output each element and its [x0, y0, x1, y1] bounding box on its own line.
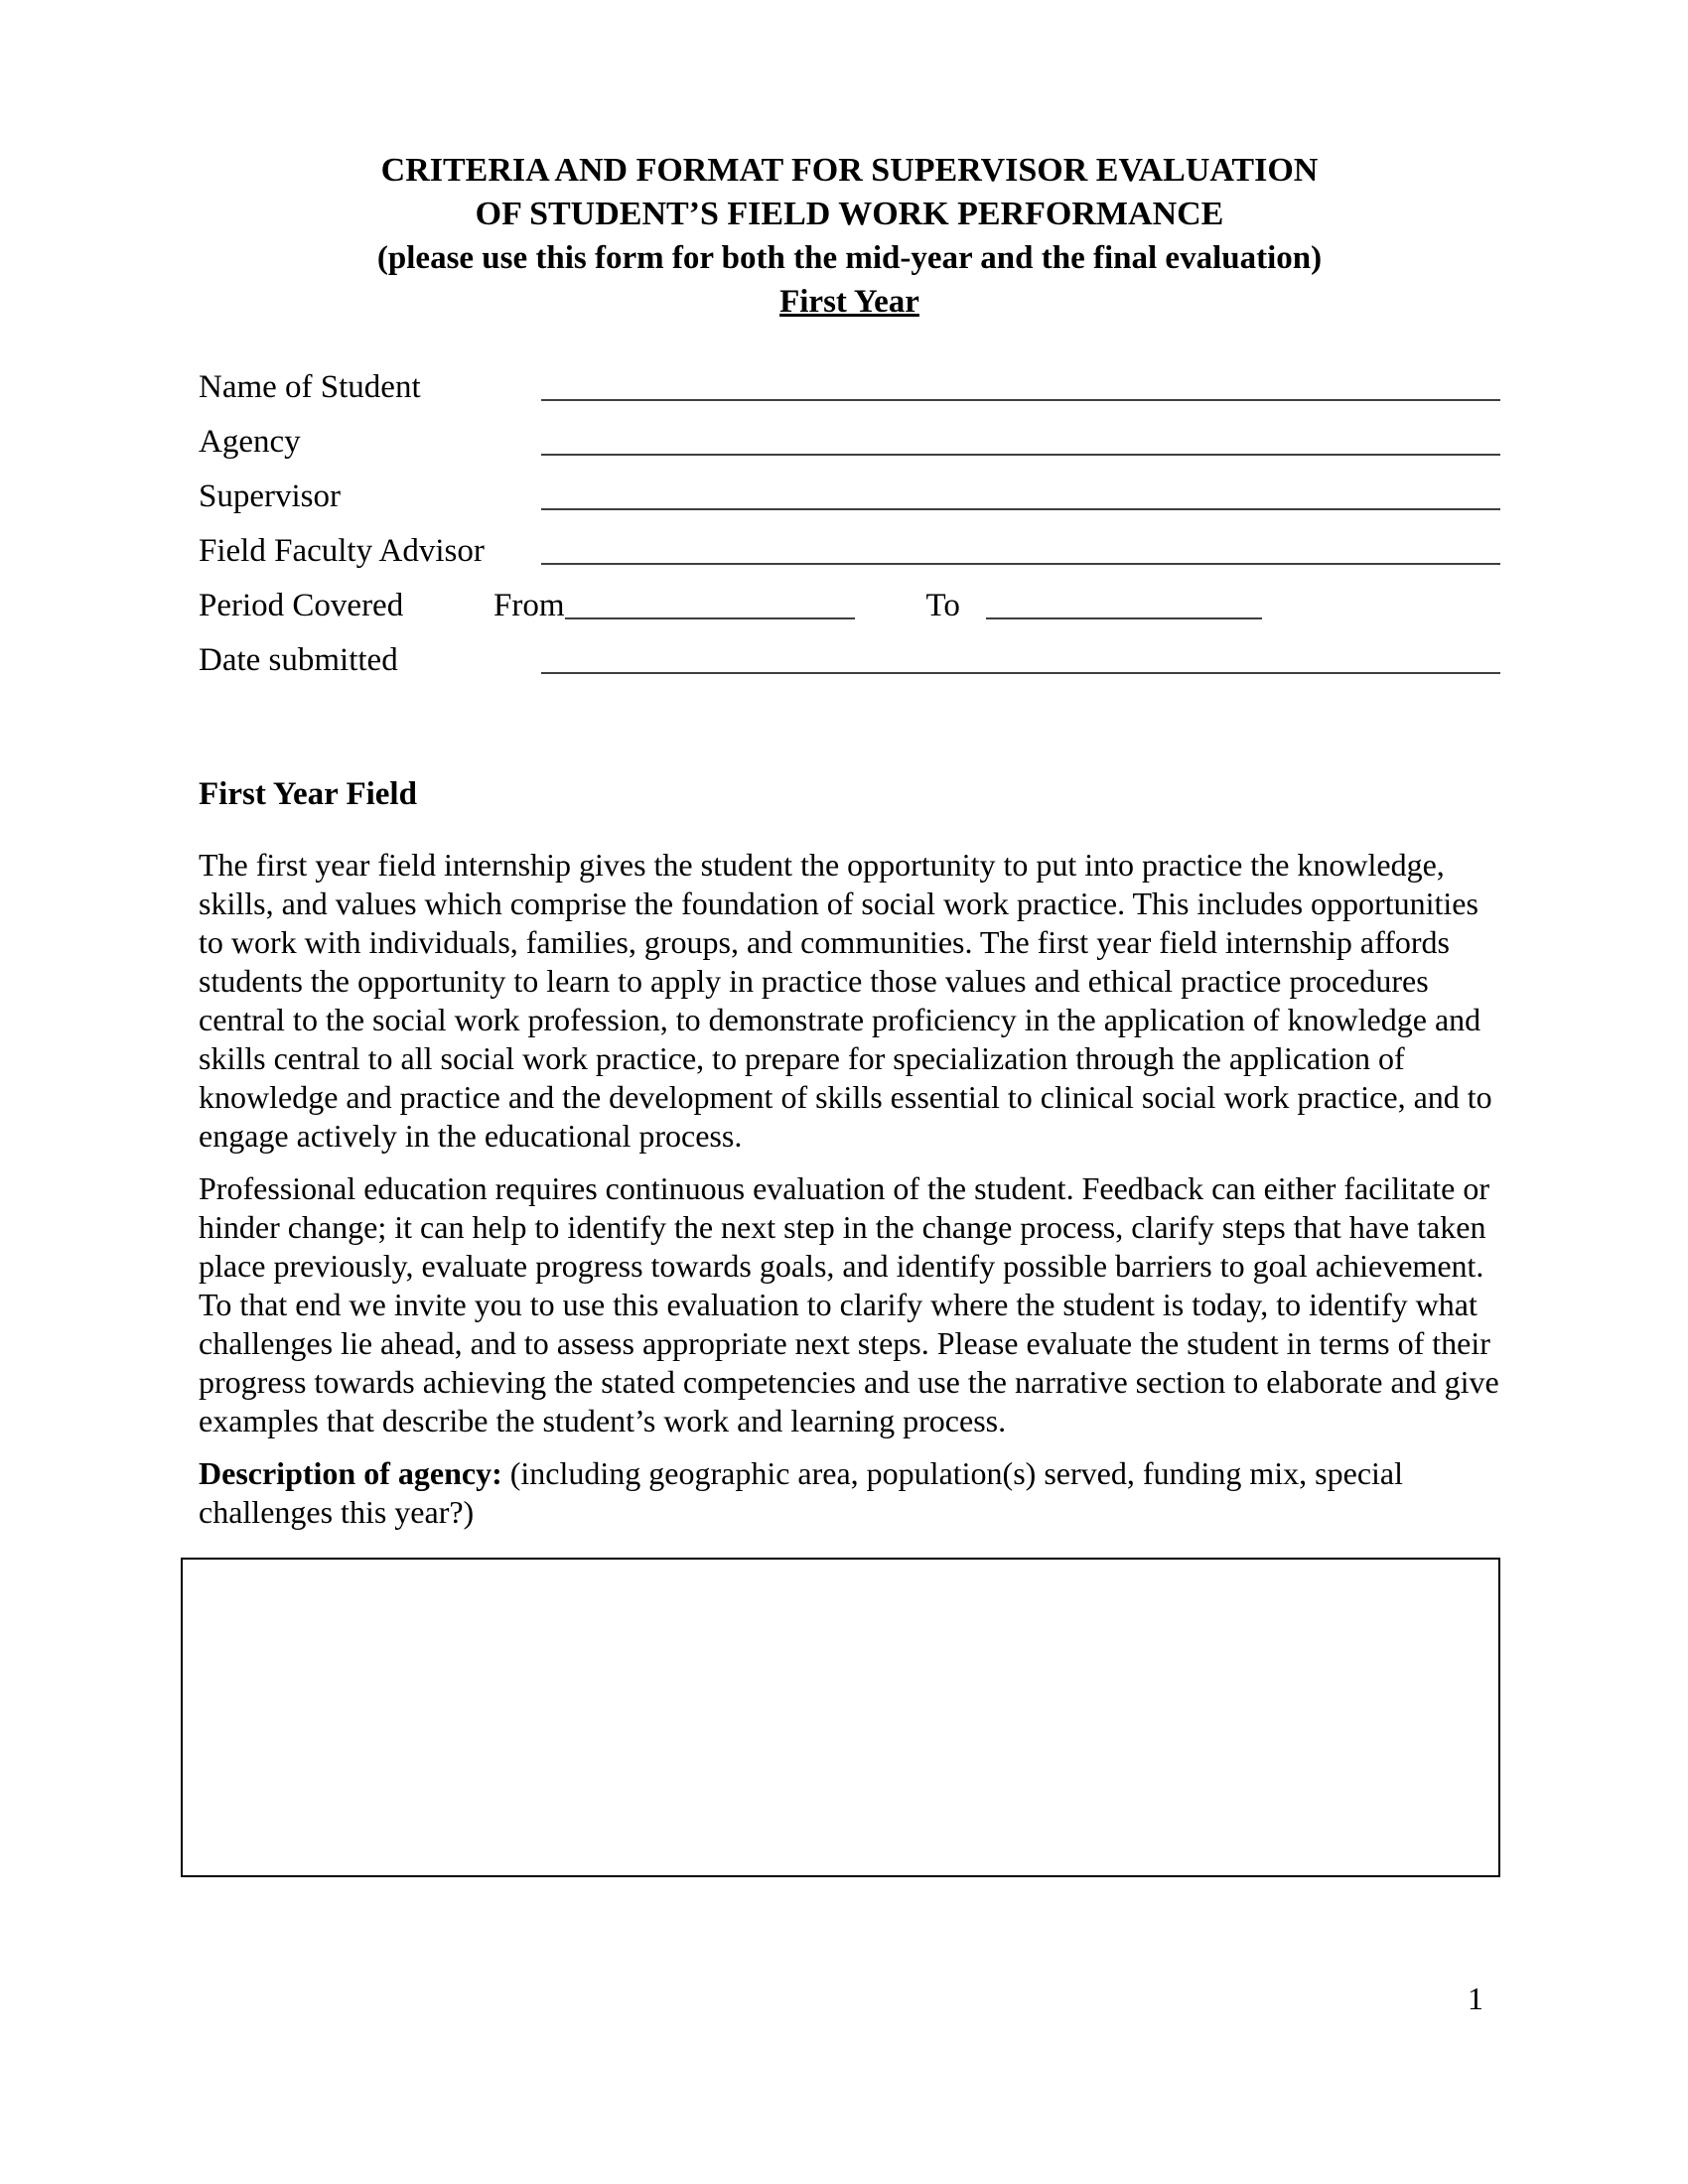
title-block — [199, 149, 1500, 324]
form-row-name-of-student — [199, 351, 1500, 406]
description-of-agency-hint: (including geographic area, population(s) served, funding mix, special challenges this year?) — [199, 1455, 1403, 1530]
section-heading-first-year-field: First Year Field — [199, 776, 417, 812]
form-row-supervisor — [199, 461, 1500, 515]
field-faculty-advisor-field[interactable] — [541, 563, 1500, 565]
date-submitted-label: Date submitted — [199, 642, 398, 678]
form-row-field-faculty-advisor — [199, 515, 1500, 570]
form-row-date-submitted — [199, 624, 1500, 679]
form-row-agency — [199, 406, 1500, 461]
paragraph-evaluation-purpose: Professional education requires continuous evaluation of the student. Feedback can either facilitate or hinder change; it can help to identify the next step in the change process, clarify steps that have taken place previously, evaluate progress towards goals, and identify possible barriers to goal achievement. To that end we invite you to use this evaluation to clarify where the student is today, to identify what challenges lie ahead, and to assess appropriate next steps. Please evaluate the student in terms of their progress towards achieving the stated competencies and use the narrative section to elaborate and give examples that describe the student’s work and learning process. — [199, 1170, 1499, 1438]
name-of-student-field[interactable] — [541, 399, 1500, 401]
title-line-1: CRITERIA AND FORMAT FOR SUPERVISOR EVALUATION — [380, 152, 1319, 189]
description-of-agency-line — [199, 1454, 1500, 1532]
period-covered-label: Period Covered — [199, 588, 404, 623]
period-from-field[interactable] — [565, 617, 855, 619]
name-of-student-label: Name of Student — [199, 369, 421, 405]
date-submitted-field[interactable] — [541, 672, 1500, 674]
period-to-field[interactable] — [986, 617, 1262, 619]
agency-field[interactable] — [541, 454, 1500, 456]
paragraph-internship-overview: The first year field internship gives the student the opportunity to put into practice the knowledge, skills, and values which comprise the foundation of social work practice. This includes opportunities to work with individuals, families, groups, and communities. The first year field internship affords students the opportunity to learn to apply in practice those values and ethical practice procedures central to the social work profession, to demonstrate proficiency in the application of knowledge and skills central to all social work practice, to prepare for specialization through the application of knowledge and practice and the development of skills essential to clinical social work practice, and to engage actively in the educational process. — [199, 847, 1492, 1154]
title-subtitle: (please use this form for both the mid-year and the final evaluation) — [376, 240, 1323, 276]
title-year — [199, 280, 1500, 324]
supervisor-label: Supervisor — [199, 478, 341, 514]
agency-label: Agency — [199, 424, 301, 460]
agency-description-textbox[interactable] — [181, 1558, 1500, 1877]
form-block — [199, 351, 1500, 679]
page-content — [199, 149, 1500, 1877]
title-year-text: First Year — [779, 284, 919, 320]
period-from-label: From — [493, 588, 565, 623]
page-number: 1 — [1468, 1980, 1483, 2016]
title-line-2: OF STUDENT’S FIELD WORK PERFORMANCE — [475, 196, 1224, 232]
supervisor-field[interactable] — [541, 508, 1500, 510]
description-of-agency-label: Description of agency: — [199, 1455, 502, 1491]
field-faculty-advisor-label: Field Faculty Advisor — [199, 533, 485, 569]
form-row-period-covered — [199, 570, 1500, 624]
period-to-label: To — [925, 588, 960, 623]
